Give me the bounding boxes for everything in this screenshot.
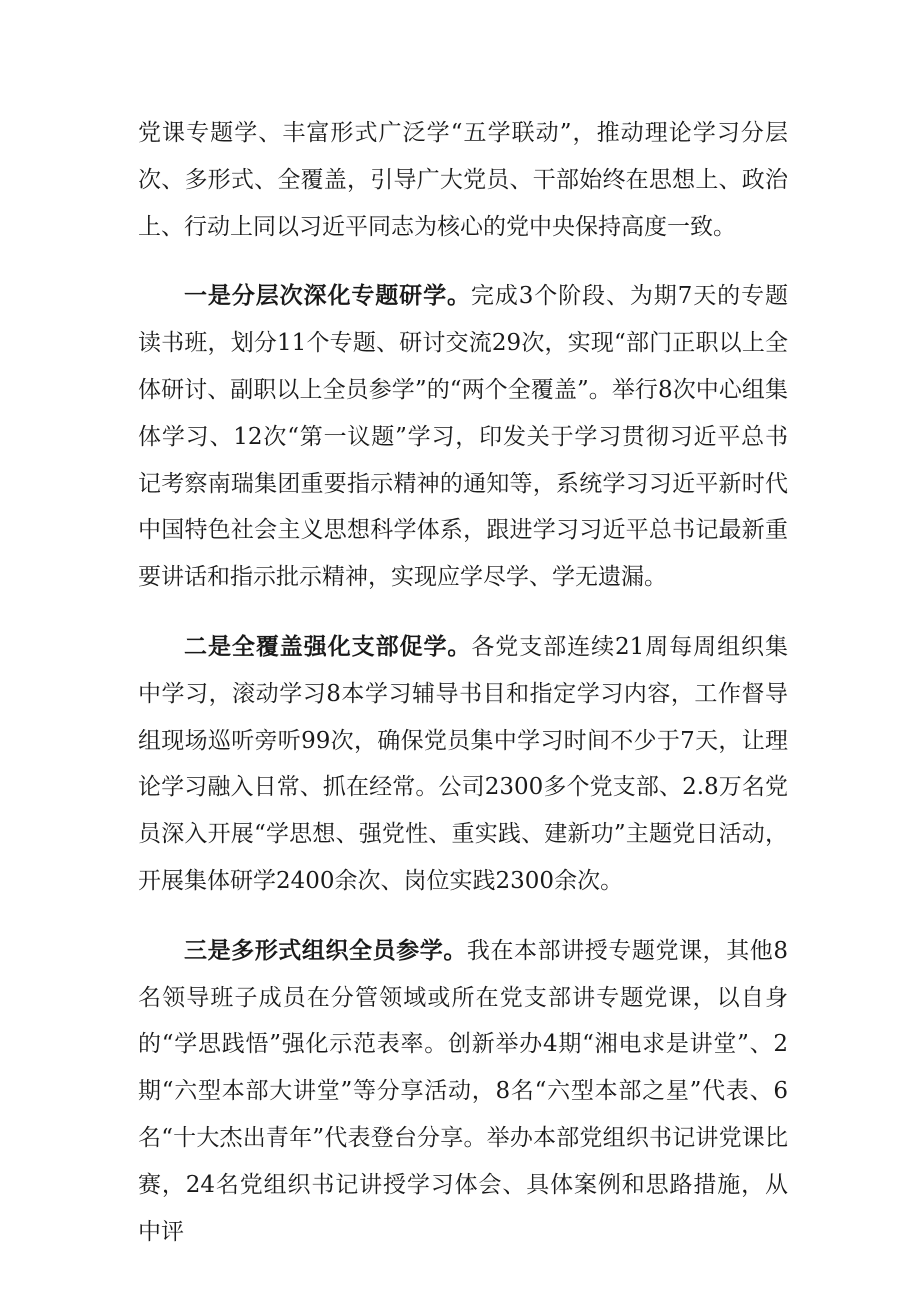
paragraph-continuation <box>138 110 788 250</box>
paragraph-layered-study <box>138 273 788 601</box>
body-text <box>138 110 788 1278</box>
paragraph-lead: 一是分层次深化专题研学。 <box>184 282 471 310</box>
paragraph-all-staff-study <box>138 928 788 1256</box>
paragraph-text: 各党支部连续21周每周组织集中学习，滚动学习8本学习辅导书目和指定学习内容，工作督导组现场巡听旁听99次，确保党员集中学习时间不少于7天，让理论学习融入日常、抓在经常。公司2300多个党支部、2.8万名党员深入开展“学思想、强党性、重实践、建新功”主题党日活动，开展集体研学2400余次、岗位实践2300余次。 <box>138 633 788 894</box>
paragraph-text: 党课专题学、丰富形式广泛学“五学联动”，推动理论学习分层次、多形式、全覆盖，引导广大党员、干部始终在思想上、政治上、行动上同以习近平同志为核心的党中央保持高度一致。 <box>138 120 788 240</box>
paragraph-lead: 二是全覆盖强化支部促学。 <box>184 632 472 660</box>
paragraph-lead: 三是多形式组织全员参学。 <box>184 936 467 964</box>
paragraph-text: 完成3个阶段、为期7天的专题读书班，划分11个专题、研讨交流29次，实现“部门正职以上全体研讨、副职以上全员参学”的“两个全覆盖”。举行8次中心组集体学习、12次“第一议题”学习，印发关于学习贯彻习近平总书记考察南瑞集团重要指示精神的通知等，系统学习习近平新时代中国特色社会主义思想科学体系，跟进学习习近平总书记最新重要讲话和指示批示精神，实现应学尽学、学无遗漏。 <box>138 283 788 591</box>
paragraph-branch-study <box>138 624 788 905</box>
paragraph-text: 我在本部讲授专题党课，其他8名领导班子成员在分管领域或所在党支部讲专题党课，以自身的“学思践悟”强化示范表率。创新举办4期“湘电求是讲堂”、2期“六型本部大讲堂”等分享活动，8名“六型本部之星”代表、6名“十大杰出青年”代表登台分享。举办本部党组织书记讲党课比赛，24名党组织书记讲授学习体会、具体案例和思路措施，从中评 <box>138 937 789 1245</box>
